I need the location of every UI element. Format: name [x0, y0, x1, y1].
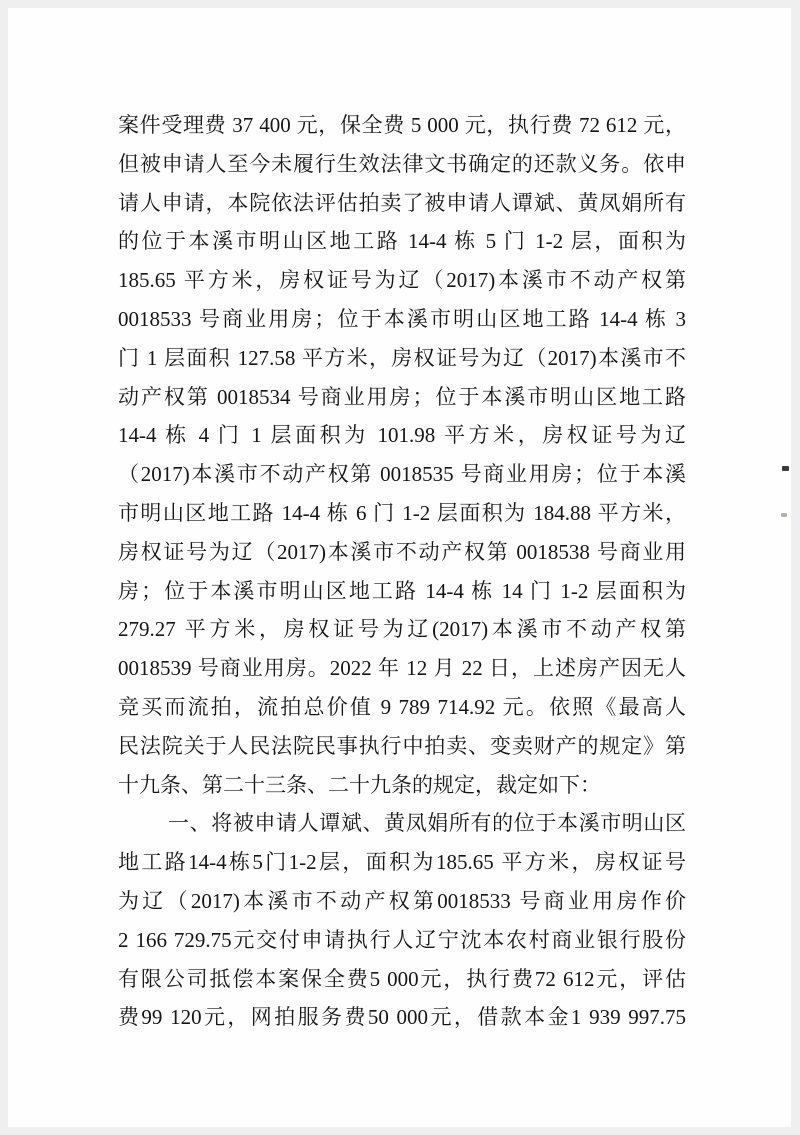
document-line: 竞买而流拍，流拍总价值 9 789 714.92 元。依照《最高人: [118, 694, 686, 719]
document-line: 民法院关于人民法院民事执行中拍卖、变卖财产的规定》第: [118, 733, 686, 758]
document-line: 门 1 层面积 127.58 平方米，房权证号为辽（2017)本溪市不: [118, 345, 686, 370]
document-line: 14-4 栋 4 门 1 层面积为 101.98 平方米，房权证号为辽: [118, 423, 686, 448]
document-line: 一、将被申请人谭斌、黄凤娟所有的位于本溪市明山区: [168, 811, 686, 836]
document-line: 0018533 号商业用房；位于本溪市明山区地工路 14-4 栋 3: [118, 306, 686, 331]
document-line: 279.27 平方米，房权证号为辽(2017)本溪市不动产权第: [118, 617, 686, 642]
document-line: 但被申请人至今未履行生效法律文书确定的还款义务。依申: [118, 151, 686, 176]
document-line: 十九条、第二十三条、二十九条的规定，裁定如下：: [118, 772, 601, 797]
document-body: [8, 8, 791, 1037]
document-line: 地工路14-4栋5门1-2层，面积为185.65 平方米，房权证号: [118, 850, 686, 875]
document-line: 有限公司抵偿本案保全费5 000元，执行费72 612元，评估: [118, 966, 686, 991]
document-line: 0018539 号商业用房。2022 年 12 月 22 日，上述房产因无人: [118, 656, 686, 681]
document-line: 案件受理费 37 400 元，保全费 5 000 元，执行费 72 612 元，: [118, 113, 686, 137]
document-line: 2 166 729.75元交付申请执行人辽宁沈本农村商业银行股份: [118, 927, 686, 952]
document-line: （2017)本溪市不动产权第 0018535 号商业用房；位于本溪: [118, 462, 686, 487]
document-line: 市明山区地工路 14-4 栋 6 门 1-2 层面积为 184.88 平方米，: [118, 500, 686, 525]
document-page: [8, 8, 791, 1127]
document-line: 动产权第 0018534 号商业用房；位于本溪市明山区地工路: [118, 384, 686, 409]
document-line: 为辽（2017)本溪市不动产权第0018533 号商业用房作价: [118, 888, 686, 913]
document-line: 房；位于本溪市明山区地工路 14-4 栋 14 门 1-2 层面积为: [118, 578, 686, 603]
document-line: 185.65 平方米，房权证号为辽（2017)本溪市不动产权第: [118, 268, 686, 293]
scan-speck: [781, 513, 787, 517]
document-line: 的位于本溪市明山区地工路 14-4 栋 5 门 1-2 层，面积为: [118, 229, 686, 254]
document-line: 费99 120元，网拍服务费50 000元，借款本金1 939 997.75: [118, 1005, 686, 1030]
document-line: 请人申请，本院依法评估拍卖了被申请人谭斌、黄凤娟所有: [118, 190, 686, 215]
document-line: 房权证号为辽（2017)本溪市不动产权第 0018538 号商业用: [118, 539, 686, 564]
scan-speck: [782, 466, 789, 471]
